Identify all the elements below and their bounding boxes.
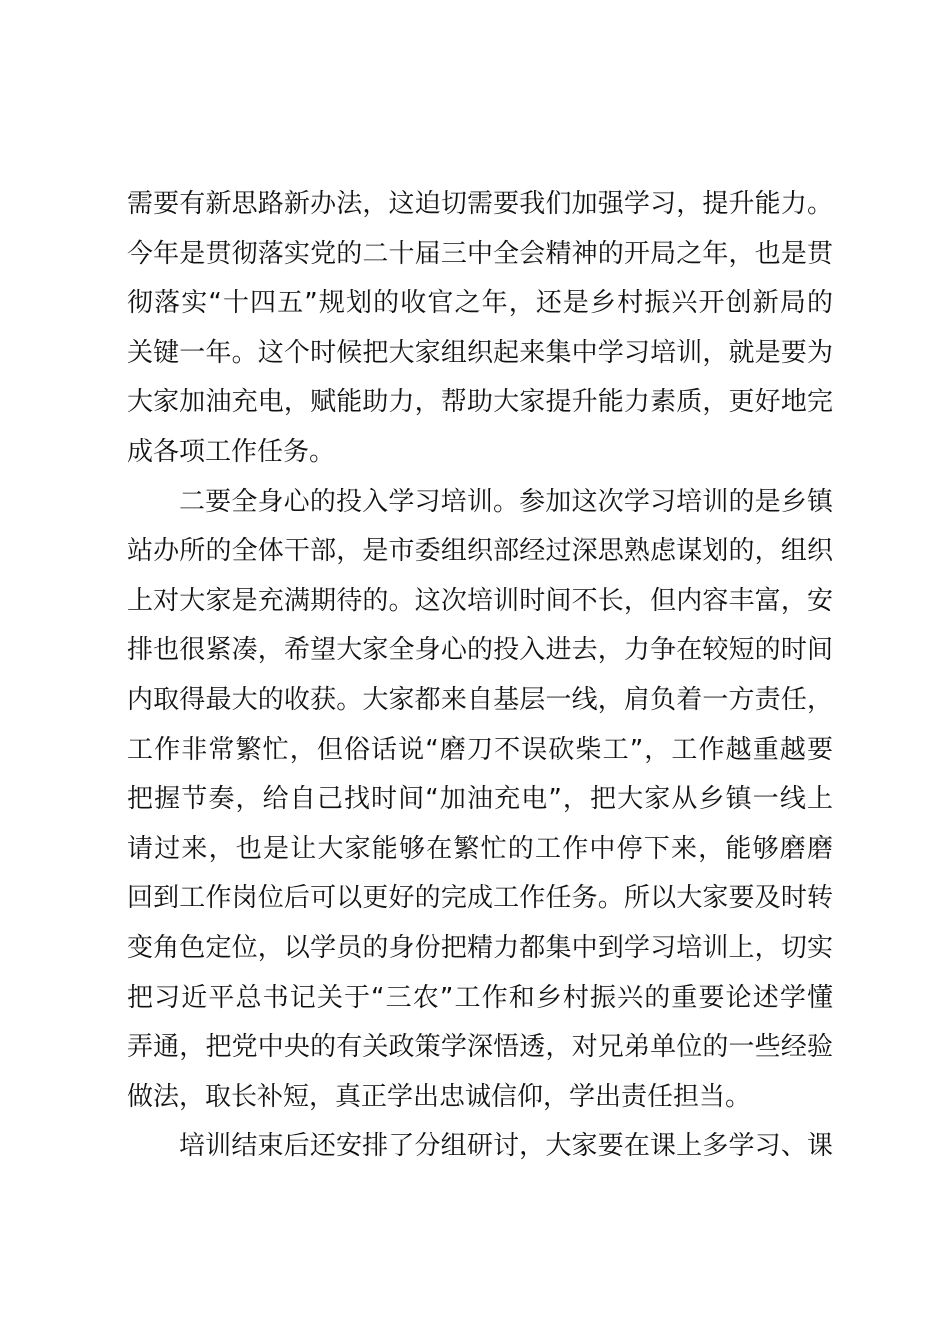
text-line: 上对大家是充满期待的。这次培训时间不长，但内容丰富，安 xyxy=(127,585,833,616)
text-line: 请过来，也是让大家能够在繁忙的工作中停下来，能够磨磨 xyxy=(127,833,833,864)
text-line: 培训结束后还安排了分组研讨，大家要在课上多学习、课 xyxy=(179,1131,833,1162)
text-line: 做法，取长补短，真正学出忠诚信仰，学出责任担当。 xyxy=(127,1081,752,1112)
text-line: 排也很紧凑，希望大家全身心的投入进去，力争在较短的时间 xyxy=(127,635,833,666)
text-line: 今年是贯彻落实党的二十届三中全会精神的开局之年，也是贯 xyxy=(127,238,833,269)
text-line: 弄通，把党中央的有关政策学深悟透，对兄弟单位的一些经验 xyxy=(127,1032,833,1063)
text-line: 关键一年。这个时候把大家组织起来集中学习培训，就是要为 xyxy=(127,337,833,368)
text-line: 把握节奏，给自己找时间“加油充电”，把大家从乡镇一线上 xyxy=(127,784,833,815)
text-line: 内取得最大的收获。大家都来自基层一线，肩负着一方责任， xyxy=(127,684,833,715)
text-line: 工作非常繁忙，但俗话说“磨刀不误砍柴工”，工作越重越要 xyxy=(127,734,833,765)
text-line: 成各项工作任务。 xyxy=(127,436,336,467)
text-line: 大家加油充电，赋能助力，帮助大家提升能力素质，更好地完 xyxy=(127,387,833,418)
text-line: 二要全身心的投入学习培训。参加这次学习培训的是乡镇 xyxy=(179,486,833,517)
text-line: 变角色定位，以学员的身份把精力都集中到学习培训上，切实 xyxy=(127,932,833,963)
text-line: 把习近平总书记关于“三农”工作和乡村振兴的重要论述学懂 xyxy=(127,982,833,1013)
text-line: 站办所的全体干部，是市委组织部经过深思熟虑谋划的，组织 xyxy=(127,536,833,567)
text-line: 需要有新思路新办法，这迫切需要我们加强学习，提升能力。 xyxy=(127,189,833,219)
document-body xyxy=(127,180,833,1172)
text-line: 回到工作岗位后可以更好的完成工作任务。所以大家要及时转 xyxy=(127,883,833,914)
text-line: 彻落实“十四五”规划的收官之年，还是乡村振兴开创新局的 xyxy=(127,288,833,319)
